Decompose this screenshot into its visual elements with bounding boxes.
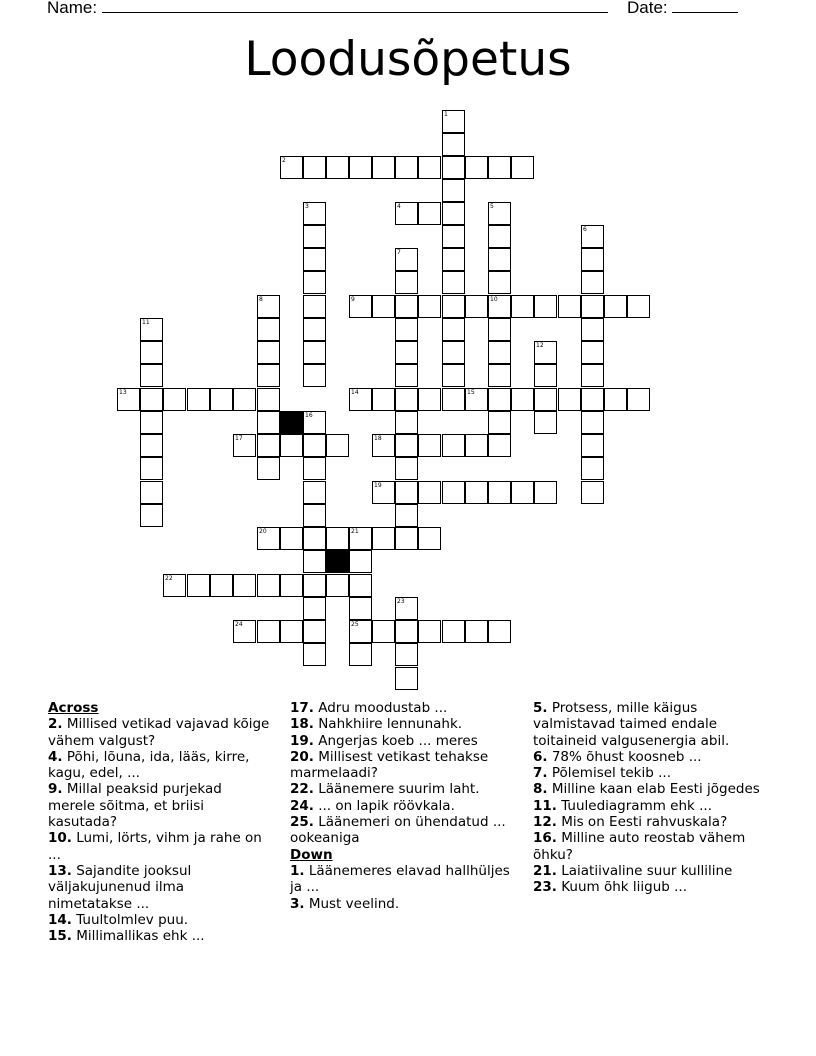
grid-cell[interactable] [581,364,604,387]
grid-cell[interactable] [257,364,280,387]
grid-cell[interactable] [534,388,557,411]
grid-cell[interactable] [442,179,465,202]
grid-cell[interactable] [257,341,280,364]
grid-cell[interactable] [303,481,326,504]
grid-cell[interactable] [303,620,326,643]
grid-cell[interactable] [488,202,511,225]
grid-cell[interactable] [233,388,256,411]
name-label: Name: [47,0,98,17]
clue-item [533,879,773,895]
grid-cell[interactable] [303,411,326,434]
grid-cell[interactable] [257,434,280,457]
clues-column-3 [533,700,773,896]
grid-cell[interactable] [187,574,210,597]
grid-cell[interactable] [257,388,280,411]
grid-cell[interactable] [303,434,326,457]
grid-cell[interactable] [303,504,326,527]
grid-cell[interactable] [210,574,233,597]
grid-cell[interactable] [280,434,303,457]
grid-cell[interactable] [558,295,581,318]
cell-number: 4 [397,203,401,210]
cell-number: 9 [351,296,355,303]
clue-item [290,814,512,847]
grid-cell[interactable] [372,481,395,504]
clue-text: Mis on Eesti rahvuskala? [556,814,728,831]
grid-cell[interactable] [395,271,418,294]
grid-cell[interactable] [140,481,163,504]
grid-cell[interactable] [349,620,372,643]
grid-cell[interactable] [303,364,326,387]
grid-cell[interactable] [303,225,326,248]
cell-number: 7 [397,249,401,256]
grid-cell[interactable] [395,597,418,620]
clue-text: Angerjas koeb ... meres [313,732,478,749]
clue-text: Läänemere suurim laht. [313,781,480,798]
clues-column-1 [48,700,270,944]
clue-item [533,700,773,749]
grid-cell[interactable] [140,411,163,434]
grid-cell[interactable] [280,156,303,179]
clue-number: 17. [290,700,314,716]
clue-item [533,749,773,765]
grid-cell[interactable] [349,295,372,318]
grid-cell[interactable] [187,388,210,411]
grid-cell[interactable] [488,388,511,411]
grid-cell[interactable] [488,225,511,248]
grid-cell[interactable] [326,527,349,550]
grid-cell[interactable] [442,133,465,156]
grid-black-cell [280,411,303,434]
grid-cell[interactable] [395,248,418,271]
clue-number: 23. [533,879,557,896]
grid-cell[interactable] [372,620,395,643]
grid-cell[interactable] [257,457,280,480]
clue-number: 4. [48,748,63,765]
grid-cell[interactable] [604,295,627,318]
grid-cell[interactable] [303,156,326,179]
grid-cell[interactable] [395,388,418,411]
grid-cell[interactable] [627,388,650,411]
clue-text: Läänemeres elavad hallhüljes ja ... [290,862,510,896]
grid-cell[interactable] [163,388,186,411]
grid-cell[interactable] [581,271,604,294]
clue-text: Läänemeri on ühendatud ... ookeaniga [290,814,506,847]
page-title: Loodusõpetus [244,32,572,87]
clue-number: 22. [290,781,314,798]
grid-cell[interactable] [465,156,488,179]
grid-cell[interactable] [257,411,280,434]
grid-cell[interactable] [488,341,511,364]
grid-cell[interactable] [442,271,465,294]
clue-number: 16. [533,830,557,847]
grid-cell[interactable] [210,388,233,411]
clue-number: 3. [290,895,305,912]
clue-item [290,700,512,716]
grid-cell[interactable] [395,318,418,341]
cell-number: 5 [490,203,494,210]
grid-cell[interactable] [488,620,511,643]
clue-item [48,928,270,944]
grid-cell[interactable] [581,411,604,434]
grid-cell[interactable] [418,481,441,504]
clue-item [48,863,270,912]
grid-cell[interactable] [442,110,465,133]
clue-item [290,863,512,896]
clue-item [533,798,773,814]
grid-cell[interactable] [604,388,627,411]
grid-cell[interactable] [511,295,534,318]
clue-item [290,798,512,814]
grid-cell[interactable] [395,411,418,434]
grid-cell[interactable] [395,643,418,666]
clue-number: 24. [290,797,314,814]
grid-cell[interactable] [488,481,511,504]
grid-cell[interactable] [488,271,511,294]
grid-cell[interactable] [303,457,326,480]
grid-cell[interactable] [442,202,465,225]
clue-text: Milline auto reostab vähem õhku? [533,830,746,863]
grid-cell[interactable] [395,620,418,643]
grid-cell[interactable] [488,156,511,179]
grid-cell[interactable] [627,295,650,318]
grid-cell[interactable] [581,434,604,457]
grid-cell[interactable] [418,388,441,411]
clue-item [533,765,773,781]
clue-text: Tuulediagramm ehk ... [556,797,713,814]
grid-cell[interactable] [534,295,557,318]
cell-number: 12 [536,342,544,349]
grid-cell[interactable] [395,667,418,690]
grid-cell[interactable] [372,156,395,179]
grid-cell[interactable] [349,597,372,620]
grid-cell[interactable] [395,527,418,550]
grid-cell[interactable] [442,318,465,341]
grid-cell[interactable] [558,388,581,411]
cell-number: 22 [165,575,173,582]
clue-text: Kuum õhk liigub ... [556,879,687,896]
grid-cell[interactable] [418,202,441,225]
grid-cell[interactable] [303,202,326,225]
grid-cell[interactable] [442,364,465,387]
grid-cell[interactable] [303,271,326,294]
grid-cell[interactable] [349,550,372,573]
cell-number: 6 [583,226,587,233]
clue-number: 20. [290,748,314,765]
clue-text: Põlemisel tekib ... [547,765,671,782]
grid-cell[interactable] [511,156,534,179]
clue-number: 2. [48,716,63,733]
clue-number: 14. [48,911,72,928]
clue-item [48,749,270,782]
grid-cell[interactable] [233,620,256,643]
grid-cell[interactable] [465,388,488,411]
clues-column-2 [290,700,512,912]
grid-cell[interactable] [418,527,441,550]
grid-cell[interactable] [303,643,326,666]
clue-item [48,830,270,863]
clue-number: 11. [533,797,557,814]
grid-cell[interactable] [280,527,303,550]
clue-number: 6. [533,748,548,765]
cell-number: 19 [374,482,382,489]
clue-number: 19. [290,732,314,749]
clue-text: Millised vetikad vajavad kõige vähem valgust? [48,716,270,749]
grid-cell[interactable] [442,248,465,271]
grid-cell[interactable] [488,295,511,318]
grid-cell[interactable] [257,295,280,318]
grid-cell[interactable] [326,434,349,457]
clue-number: 15. [48,928,72,945]
grid-cell[interactable] [233,574,256,597]
grid-cell[interactable] [465,434,488,457]
clue-text: ... on lapik röövkala. [313,797,455,814]
grid-cell[interactable] [349,643,372,666]
clue-text: Lumi, lörts, vihm ja rahe on ... [48,830,262,863]
clue-text: Milline kaan elab Eesti jõgedes [547,781,760,798]
grid-cell[interactable] [581,248,604,271]
clue-text: Põhi, lõuna, ida, lääs, kirre, kagu, edel, ... [48,748,250,782]
grid-cell[interactable] [395,341,418,364]
grid-cell[interactable] [418,295,441,318]
clue-section-heading: Down [290,846,333,863]
grid-cell[interactable] [303,574,326,597]
grid-cell[interactable] [372,388,395,411]
clue-number: 13. [48,862,72,879]
grid-cell[interactable] [140,434,163,457]
grid-cell[interactable] [395,457,418,480]
clue-text: Nahkhiire lennunahk. [313,716,463,733]
clue-item [48,716,270,749]
clue-text: Adru moodustab ... [313,700,448,716]
clue-number: 25. [290,814,314,831]
grid-cell[interactable] [303,597,326,620]
cell-number: 25 [351,621,359,628]
clue-number: 8. [533,781,548,798]
cell-number: 13 [119,389,127,396]
clue-item [290,716,512,732]
clue-item [533,863,773,879]
cell-number: 18 [374,435,382,442]
grid-cell[interactable] [303,295,326,318]
clue-text: Protsess, mille käigus valmistavad taimed endale toitaineid valgusenergia abil. [533,700,730,749]
cell-number: 16 [305,412,313,419]
grid-cell[interactable] [326,574,349,597]
grid-cell[interactable] [303,318,326,341]
clue-text: Millisest vetikast tehakse marmelaadi? [290,748,489,782]
grid-cell[interactable] [488,434,511,457]
clue-item [290,733,512,749]
clue-item [48,781,270,830]
grid-cell[interactable] [140,388,163,411]
grid-cell[interactable] [465,295,488,318]
cell-number: 10 [490,296,498,303]
grid-cell[interactable] [581,225,604,248]
grid-cell[interactable] [418,156,441,179]
grid-cell[interactable] [303,248,326,271]
grid-cell[interactable] [442,295,465,318]
grid-cell[interactable] [534,341,557,364]
grid-cell[interactable] [395,295,418,318]
cell-number: 3 [305,203,309,210]
grid-cell[interactable] [280,620,303,643]
grid-cell[interactable] [581,457,604,480]
grid-cell[interactable] [140,504,163,527]
grid-cell[interactable] [488,248,511,271]
grid-cell[interactable] [442,341,465,364]
grid-cell[interactable] [303,341,326,364]
cell-number: 17 [235,435,243,442]
cell-number: 11 [142,319,150,326]
clue-number: 10. [48,830,72,847]
clue-item [533,781,773,797]
grid-cell[interactable] [442,481,465,504]
clue-section-heading: Across [48,700,99,716]
grid-cell[interactable] [257,574,280,597]
grid-cell[interactable] [303,550,326,573]
grid-cell[interactable] [395,364,418,387]
grid-cell[interactable] [140,364,163,387]
clue-text: Millal peaksid purjekad merele sõitma, et briisi kasutada? [48,781,222,831]
grid-cell[interactable] [140,318,163,341]
cell-number: 8 [259,296,263,303]
grid-cell[interactable] [442,388,465,411]
grid-cell[interactable] [349,388,372,411]
grid-cell[interactable] [140,457,163,480]
clue-item [48,912,270,928]
grid-cell[interactable] [418,620,441,643]
grid-cell[interactable] [511,481,534,504]
grid-cell[interactable] [372,527,395,550]
grid-cell[interactable] [581,341,604,364]
grid-cell[interactable] [280,574,303,597]
grid-cell[interactable] [395,504,418,527]
clue-number: 5. [533,700,548,716]
grid-cell[interactable] [442,225,465,248]
clue-item [290,749,512,782]
grid-cell[interactable] [303,527,326,550]
grid-cell[interactable] [465,620,488,643]
grid-cell[interactable] [257,527,280,550]
grid-cell[interactable] [581,481,604,504]
grid-cell[interactable] [511,388,534,411]
cell-number: 15 [467,389,475,396]
grid-cell[interactable] [418,434,441,457]
clue-number: 21. [533,862,557,879]
clue-item [533,830,773,863]
grid-cell[interactable] [395,434,418,457]
cell-number: 20 [259,528,267,535]
grid-cell[interactable] [581,318,604,341]
grid-cell[interactable] [117,388,140,411]
grid-cell[interactable] [465,481,488,504]
grid-cell[interactable] [372,295,395,318]
grid-cell[interactable] [534,364,557,387]
grid-cell[interactable] [395,481,418,504]
grid-cell[interactable] [488,364,511,387]
clue-number: 12. [533,814,557,831]
grid-cell[interactable] [326,156,349,179]
cell-number: 2 [282,157,286,164]
grid-cell[interactable] [163,574,186,597]
grid-cell[interactable] [488,318,511,341]
clue-text: Must veelind. [304,895,400,912]
clue-item [290,781,512,797]
cell-number: 23 [397,598,405,605]
grid-black-cell [326,550,349,573]
grid-cell[interactable] [581,295,604,318]
clue-text: Millimallikas ehk ... [71,928,205,945]
clue-number: 9. [48,781,63,798]
grid-cell[interactable] [395,202,418,225]
grid-cell[interactable] [534,411,557,434]
clue-text: Tuultolmlev puu. [71,911,189,928]
grid-cell[interactable] [140,341,163,364]
grid-cell[interactable] [581,388,604,411]
clue-number: 18. [290,716,314,733]
grid-cell[interactable] [442,620,465,643]
cell-number: 21 [351,528,359,535]
date-label: Date: [627,0,668,17]
clue-item [533,814,773,830]
grid-cell[interactable] [395,156,418,179]
clue-number: 1. [290,862,305,879]
grid-cell[interactable] [233,434,256,457]
grid-cell[interactable] [349,527,372,550]
grid-cell[interactable] [349,156,372,179]
grid-cell[interactable] [349,574,372,597]
cell-number: 1 [444,111,448,118]
grid-cell[interactable] [442,156,465,179]
clue-text: Sajandite jooksul väljakujunenud ilma nimetatakse ... [48,862,192,912]
cell-number: 14 [351,389,359,396]
grid-cell[interactable] [534,481,557,504]
grid-cell[interactable] [442,434,465,457]
clue-item [290,896,512,912]
cell-number: 24 [235,621,243,628]
grid-cell[interactable] [257,318,280,341]
grid-cell[interactable] [257,620,280,643]
clue-number: 7. [533,765,548,782]
grid-cell[interactable] [488,411,511,434]
grid-cell[interactable] [372,434,395,457]
clue-text: Laiatiivaline suur kulliline [556,862,733,879]
clue-text: 78% õhust koosneb ... [547,748,702,765]
